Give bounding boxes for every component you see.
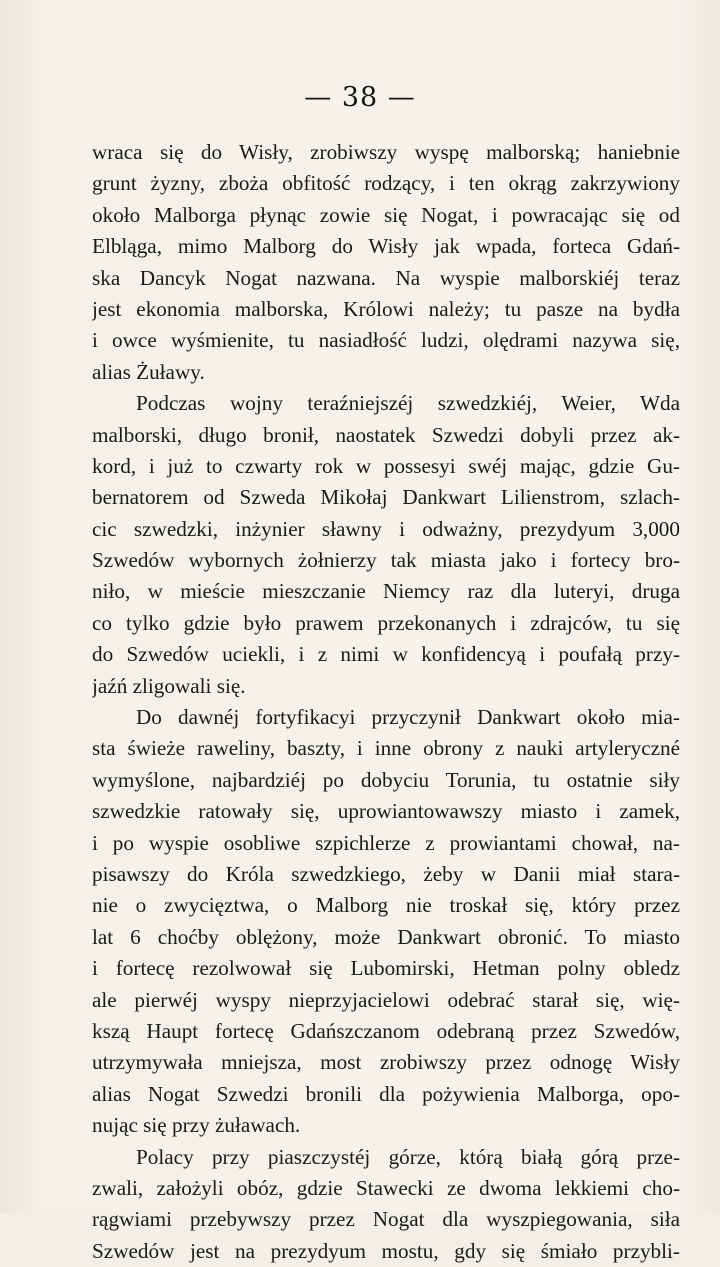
text-line: Polacy przy piaszczystéj górze, którą białą górą prze-	[136, 1144, 680, 1169]
text-line: rągwiami przebywszy przez Nogat dla wyszpiegowania, siła	[92, 1207, 680, 1232]
text-line: Podczas wojny teraźniejszéj szwedzkiéj, Weier, Wda	[136, 391, 680, 416]
text-line: alias Nogat Szwedzi bronili dla pożywienia Malborga, opo-	[92, 1081, 680, 1106]
text-line: zwali, założyli obóz, gdzie Stawecki ze dwoma lekkiemi cho-	[92, 1175, 680, 1200]
text-line: cic szwedzki, inżynier sławny i odważny, prezydyum 3,000	[92, 516, 680, 541]
text-line: jest ekonomia malborska, Królowi należy; tu pasze na bydła	[92, 296, 680, 321]
text-line: Szwedów wybornych żołnierzy tak miasta jako i fortecy bro-	[92, 548, 680, 573]
text-line: szwedzkie ratowały się, uprowiantowawszy miasto i zamek,	[92, 799, 680, 824]
text-line: wymyślone, najbardziéj po dobyciu Torunia, tu ostatnie siły	[92, 767, 680, 792]
text-line: co tylko gdzie było prawem przekonanych i zdrajców, tu się	[92, 610, 680, 635]
body-text	[92, 137, 680, 1267]
text-line: sta świeże raweliny, baszty, i inne obrony z nauki artyleryczné	[92, 736, 680, 761]
text-line: niło, w mieście mieszczanie Niemcy raz dla luteryi, druga	[92, 579, 680, 604]
text-line: Szwedów jest na prezydyum mostu, gdy się śmiało przybli-	[92, 1238, 680, 1263]
text-line: lat 6 choćby oblężony, może Dankwart obronić. To miasto	[92, 924, 680, 949]
text-line: nie o zwycięztwa, o Malborg nie troskał się, który przez	[92, 893, 680, 918]
text-line: bernatorem od Szweda Mikołaj Dankwart Lilienstrom, szlach-	[92, 485, 680, 510]
text-line: jaźń zligowali się.	[92, 673, 246, 698]
text-line: pisawszy do Króla szwedzkiego, żeby w Danii miał stara-	[92, 861, 680, 886]
page-number-header: — 38 —	[304, 82, 416, 113]
text-line: ale pierwéj wyspy nieprzyjacielowi odebrać starał się, wię-	[92, 987, 680, 1012]
text-line: malborski, długo bronił, naostatek Szwedzi dobyli przez ak-	[92, 422, 680, 447]
text-line: wraca się do Wisły, zrobiwszy wyspę malborską; haniebnie	[92, 140, 680, 164]
text-line: kszą Haupt fortecę Gdańszczanom odebraną przez Szwedów,	[92, 1018, 680, 1043]
text-line: kord, i już to czwarty rok w possesyi swéj mając, gdzie Gu-	[92, 453, 680, 478]
text-line: i owce wyśmienite, tu nasiadłość ludzi, olędrami nazywa się,	[92, 328, 680, 353]
text-line: ska Dancyk Nogat nazwana. Na wyspie malborskiéj teraz	[92, 265, 680, 290]
text-line: grunt żyzny, zboża obfitość rodzący, i ten okrąg zakrzywiony	[92, 171, 680, 196]
text-line: alias Żuławy.	[92, 359, 205, 384]
text-line: utrzymywała mniejsza, most zrobiwszy przez odnogę Wisły	[92, 1050, 680, 1075]
text-line: i fortecę rezolwował się Lubomirski, Hetman polny obledz	[92, 956, 680, 981]
text-line: około Malborga płynąc zowie się Nogat, i powracając się od	[92, 202, 680, 227]
text-line: Do dawnéj fortyfikacyi przyczynił Dankwart około mia-	[136, 705, 680, 730]
text-line: Elbląga, mimo Malborg do Wisły jak wpada, forteca Gdań-	[92, 234, 680, 259]
text-line: do Szwedów uciekli, i z nimi w konfidencyą i poufałą przy-	[92, 642, 680, 667]
text-line: i po wyspie osobliwe szpichlerze z prowiantami chował, na-	[92, 830, 680, 855]
text-line: nując się przy żuławach.	[92, 1113, 301, 1138]
